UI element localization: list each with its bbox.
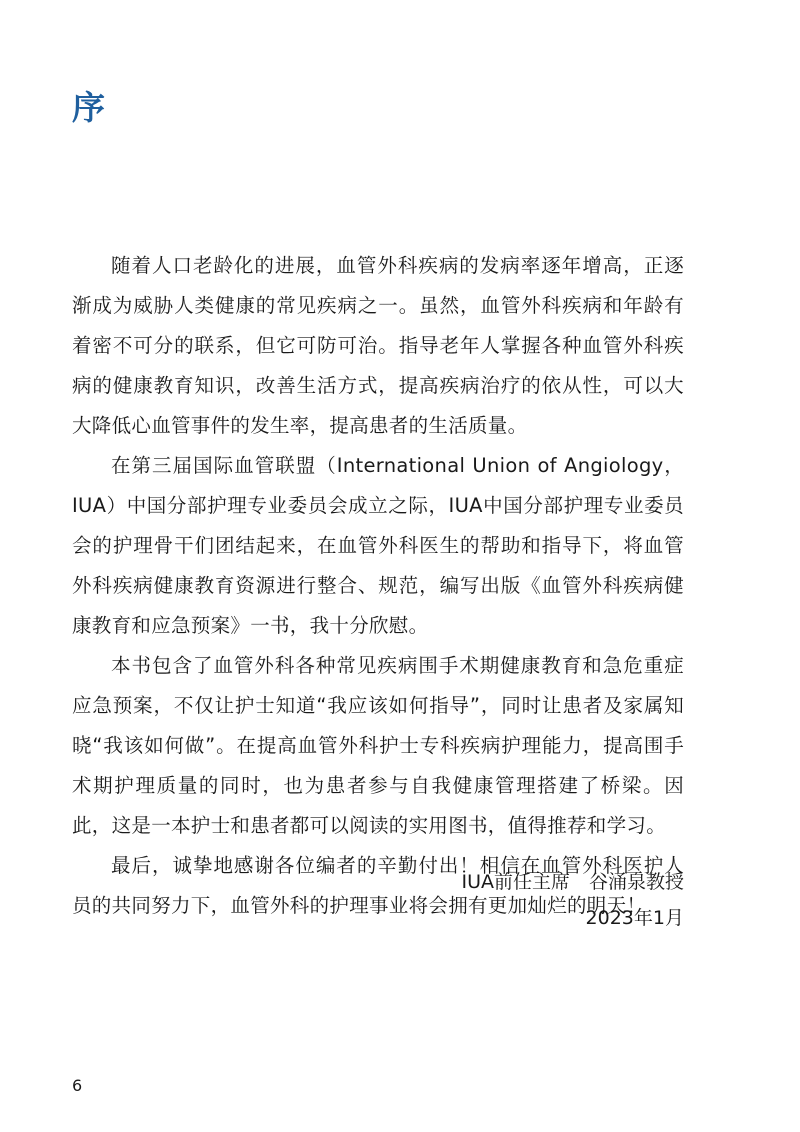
page-title: 序 xyxy=(72,88,105,127)
paragraph-3: 本书包含了血管外科各种常见疾病围手术期健康教育和急危重症应急预案，不仅让护士知道“我应该如何指导”，同时让患者及家属知晓“我该如何做”。在提高血管外科护士专科疾病护理能力，提高围手术期护理质量的同时，也为患者参与自我健康管理搭建了桥梁。因此，这是一本护士和患者都可以阅读的实用图书，值得推荐和学习。 xyxy=(72,654,684,837)
paragraph-2: 在第三届国际血管联盟（International Union of Angiology，IUA）中国分部护理专业委员会成立之际，IUA中国分部护理专业委员会的护理骨干们团结起来，在血管外科医生的帮助和指导下，将血管外科疾病健康教育资源进行整合、规范，编写出版《血管外科疾病健康教育和应急预案》一书，我十分欣慰。 xyxy=(72,454,684,637)
paragraph-4: 最后，诚挚地感谢各位编者的辛勤付出！相信在血管外科医护人员的共同努力下，血管外科的护理事业将会拥有更加灿烂的明天！ xyxy=(72,854,684,917)
page-number: 6 xyxy=(72,1076,83,1095)
signature-author: IUA前任主席 谷涌泉教授 xyxy=(461,871,684,893)
signature-block xyxy=(461,864,684,936)
preface-body xyxy=(72,246,684,926)
paragraph-1: 随着人口老龄化的进展，血管外科疾病的发病率逐年增高，正逐渐成为威胁人类健康的常见疾病之一。虽然，血管外科疾病和年龄有着密不可分的联系，但它可防可治。指导老年人掌握各种血管外科疾病的健康教育知识，改善生活方式，提高疾病治疗的依从性，可以大大降低心血管事件的发生率，提高患者的生活质量。 xyxy=(72,254,684,437)
signature-date: 2023年1月 xyxy=(585,907,684,929)
